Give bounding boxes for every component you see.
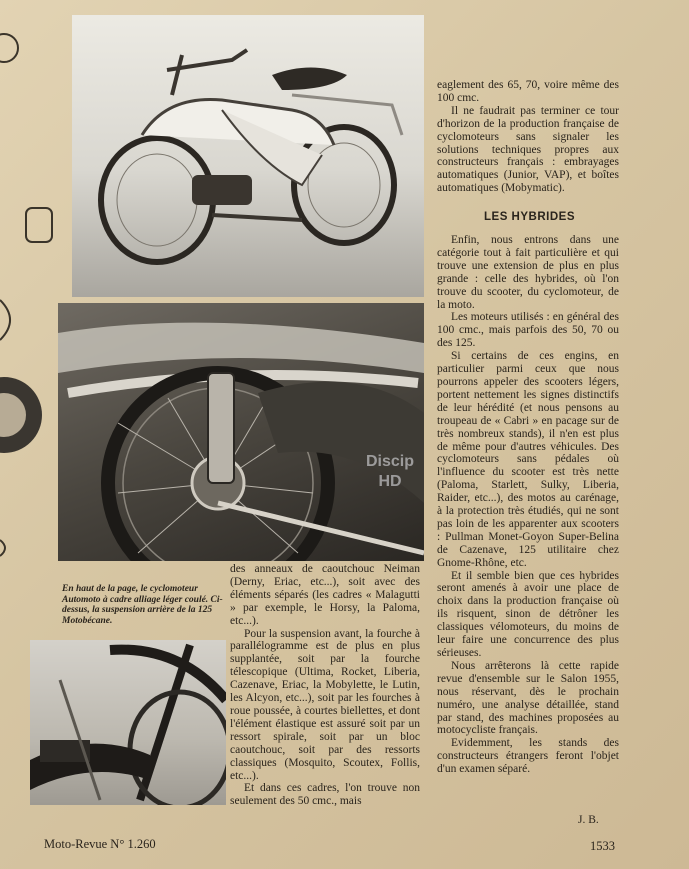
text-column-right-bottom (437, 234, 619, 776)
paragraph: Pour la suspension avant, la fourche à parallélogramme est de plus en plus supplantée, soit par la fourche télescopique (Ultima, Rocket, Liberia, Cazenave, Eriac, la Mobylette, le Lutin, les Alcyon, etc...), soit par les fourches à roue poussée, à courtes biellettes, et dont l'élément élastique est assuré soit par un ressort spirale, soit par un bloc caoutchouc, soit par des ressorts classiques (Mosquito, Scoutex, Follis, etc...). (230, 627, 420, 782)
paragraph: Il ne faudrait pas terminer ce tour d'horizon de la production française de cyclomoteurs sans signaler les solutions techniques propres aux constructeurs français : embrayages automatiques (Junior, VAP), et boîtes automatiques (Mobymatic). (437, 104, 619, 195)
paragraph: Nous arrêterons là cette rapide revue d'ensemble sur le Salon 1955, nous réservant, dès le prochain numéro, une analyse détaillée, stand par stand, des machines proposées au motocycliste français. (437, 659, 619, 737)
text-column-middle (230, 563, 420, 808)
paragraph: Si certains de ces engins, en particulier parmi ceux que nous pourrons appeler des scooters légers, portent nettement les signes distinctifs de leur hérédité (et nous pensons au troupeau de « Cabri » en pacage sur de très nombreux stands), il n'en est plus de même pour d'autres véhicules. Des cyclomoteurs sans pédales où l'influence du scooter est très nette (Paloma, Starlett, Sulky, Liberia, Raider, etc...), des motos au carénage, à la protection très étudiés, qui ne sont pas loin de les apparenter aux scooters : Pullman Monet-Goyon Super-Belina de Cazenave, 125 utilitaire chez Gnome-Rhône, etc. (437, 350, 619, 569)
left-edge-fragments (0, 0, 60, 620)
text-column-right-top (437, 79, 619, 195)
footer-page-number: 1533 (590, 839, 615, 853)
footer-magazine-issue: Moto-Revue N° 1.260 (44, 837, 156, 851)
paragraph: des anneaux de caoutchouc Neiman (Derny, Eriac, etc...), soit avec des éléments séparés (les cadres « Malagutti » par exemple, le Horsy, la Paloma, etc...). (230, 563, 420, 627)
watermark-logo: Discip HD (365, 453, 414, 490)
photo-suspension-arriere-125-motobecane (58, 303, 424, 561)
left-edge-illustration (0, 0, 60, 620)
section-heading: LES HYBRIDES (484, 211, 575, 223)
photo-caption: En haut de la page, le cyclomoteur Automoto à cadre alliage léger coulé. Ci-dessus, la suspension arrière de la 125 Motobécane. (62, 584, 223, 626)
paragraph: Et dans ces cadres, l'on trouve non seulement des 50 cmc., mais (230, 782, 420, 808)
paragraph: eaglement des 65, 70, voire même des 100 cmc. (437, 79, 619, 104)
paragraph: Enfin, nous entrons dans une catégorie tout à fait particulière et qui trouve une extension de plus en plus grande : celle des hybrides, où l'on trouve du scooter, du cyclomoteur, de la moto. (437, 234, 619, 311)
photo-detail-cadre (30, 640, 226, 805)
photo-cyclomoteur-automoto (72, 15, 424, 297)
paragraph: Et il semble bien que ces hybrides seront amenés à avoir une place de choix dans la production française où ils risquent, sinon de détrôner les classiques vélomoteurs, du moins de leur faire une concurrence des plus sérieuses. (437, 569, 619, 659)
paragraph: Evidemment, les stands des constructeurs étrangers feront l'objet d'un examen séparé. (437, 737, 619, 776)
paragraph: Les moteurs utilisés : en général des 100 cmc., mais parfois des 50, 70 ou des 125. (437, 311, 619, 350)
author-signature: J. B. (578, 814, 599, 826)
